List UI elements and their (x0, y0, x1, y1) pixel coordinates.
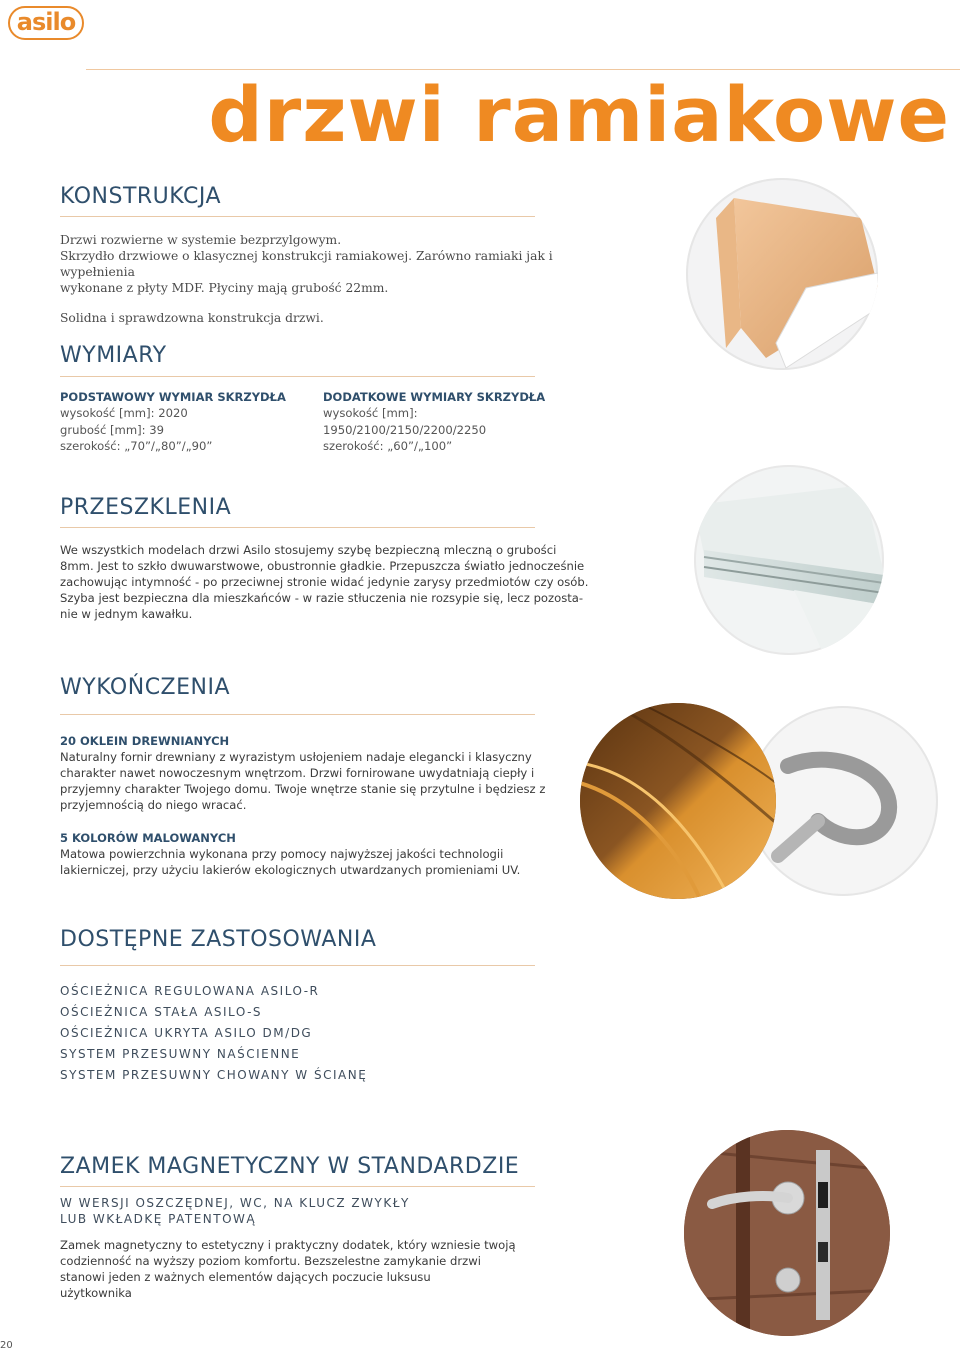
zastosowania-rule (60, 965, 535, 966)
zamek-rule (60, 1186, 535, 1187)
door-handle-image (684, 1130, 890, 1336)
glass-image (694, 465, 884, 655)
list-item: SYSTEM PRZESUWNY CHOWANY W ŚCIANĘ (60, 1068, 368, 1082)
list-item: SYSTEM PRZESUWNY NAŚCIENNE (60, 1047, 301, 1061)
wymiary-extra: DODATKOWE WYMIARY SKRZYDŁA wysokość [mm]: 1950/2100/2150/2200/2250 szerokość: „60”/„100” (323, 390, 546, 453)
asilo-logo: asilo (8, 6, 84, 40)
page-title: drzwi ramiakowe (208, 70, 950, 159)
list-item: OŚCIEŻNICA REGULOWANA ASILO-R (60, 984, 320, 998)
zamek-heading: ZAMEK MAGNETYCZNY W STANDARDZIE (60, 1154, 520, 1179)
painted-finish-image (748, 706, 938, 896)
przeszklenia-text: We wszystkich modelach drzwi Asilo stosujemy szybę bezpieczną mleczną o grubości 8mm. Jest to szkło dwuwarstwowe, obustronnie gładkie. Przepuszcza światło jednocześnie zachowując intymność - po przeciwnej stronie widać jedynie zarysy przedmiotów czy osób. Szyba jest bezpieczna dla mieszkańców - w razie stłuczenia nie rozsypie się, lecz pozosta- nie w jednym kawałku. (60, 543, 589, 621)
zastosowania-list (60, 981, 560, 1086)
wykonczenia-heading: WYKOŃCZENIA (60, 675, 231, 700)
wymiary-rule (60, 376, 535, 377)
konstrukcja-heading: KONSTRUKCJA (60, 184, 222, 209)
list-item: OŚCIEŻNICA STAŁA ASILO-S (60, 1005, 263, 1019)
zastosowania-heading: DOSTĘPNE ZASTOSOWANIA (60, 927, 377, 952)
zamek-subheading: W WERSJI OSZCZĘDNEJ, WC, NA KLUCZ ZWYKŁY LUB WKŁADKĘ PATENTOWĄ (60, 1196, 410, 1226)
przeszklenia-rule (60, 527, 535, 528)
wymiary-basic: PODSTAWOWY WYMIAR SKRZYDŁA wysokość [mm]: 2020 grubość [mm]: 39 szerokość: „70”/„80”/„90” (60, 390, 286, 453)
wykonczenia-rule (60, 714, 535, 715)
kolory-block: 5 KOLORÓW MALOWANYCH Matowa powierzchnia wykonana przy pomocy najwyższej jakości technologii lakierniczej, przy użyciu lakierów ekologicznych utwardzanych promieniami UV. (60, 831, 521, 877)
oklein-block: 20 OKLEIN DREWNIANYCH Naturalny fornir drewniany z wyrazistym usłojeniem nadaje elegancki i klasyczny charakter nawet nowoczesnym wnętrzom. Drzwi fornirowane uwydatniają ciepły i przyjemny charakter Twojego domu. Twoje wnętrze stanie się przytulne i będziesz z przyjemnością do niego wracać. (60, 734, 546, 812)
frame-profile-image (686, 178, 878, 370)
konstrukcja-text: Drzwi rozwierne w systemie bezprzylgowym. Skrzydło drzwiowe o klasycznej konstrukcji ramiakowej. Zarówno ramiaki jak i wypełnienia wykonane z płyty MDF. Płyciny mają grubość 22mm. Solidna i sprawdzowna konstrukcja drzwi. (60, 233, 553, 325)
zamek-text: Zamek magnetyczny to estetyczny i praktyczny dodatek, który wzniesie twoją codzienność na wyższy poziom komfortu. Bezszelestne zamykanie drzwi stanowi jeden z ważnych elementów dających poczucie luksusu użytkownika (60, 1238, 516, 1300)
wymiary-heading: WYMIARY (60, 343, 167, 368)
konstrukcja-rule (60, 216, 535, 217)
wood-veneer-image (580, 703, 776, 899)
przeszklenia-heading: PRZESZKLENIA (60, 495, 232, 520)
page-number: 20 (0, 1340, 13, 1351)
list-item: OŚCIEŻNICA UKRYTA ASILO DM/DG (60, 1026, 313, 1040)
